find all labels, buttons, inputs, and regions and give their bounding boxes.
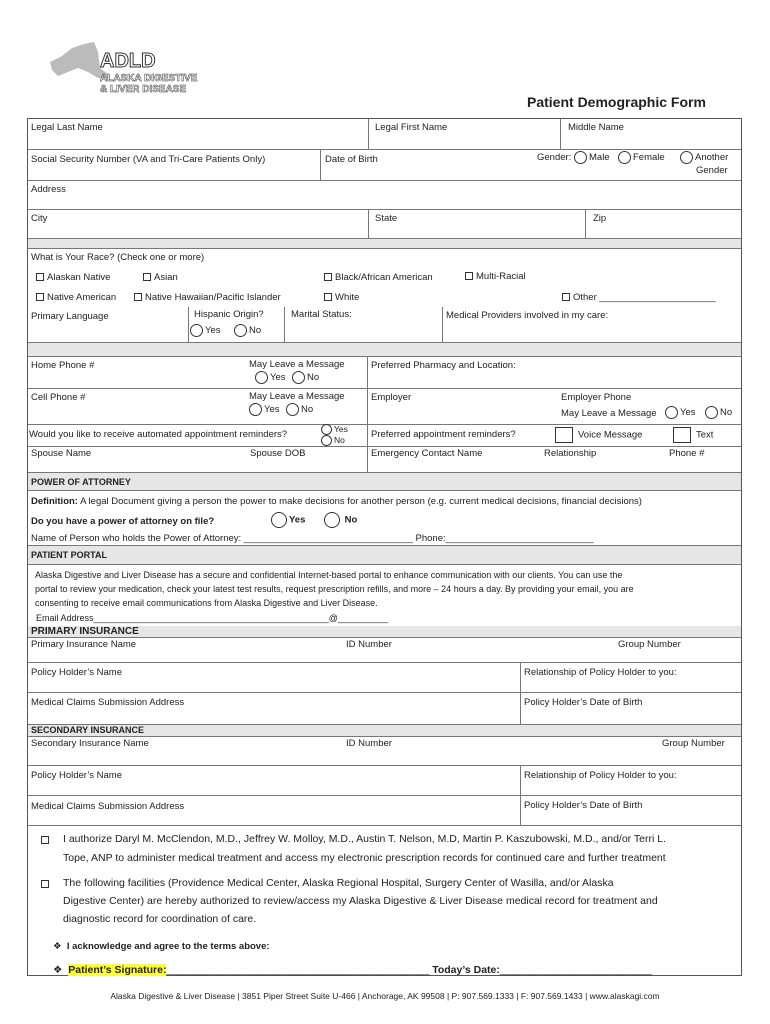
auth1-text-1: I authorize Daryl M. McClendon, M.D., Jeffrey W. Molloy, M.D., Austin T. Nelson, M.D, Martin P. Kaszubowski, M.D., and/or Terri L. (63, 833, 666, 845)
email-field[interactable]: Email Address_______________________________________________@__________ (36, 613, 388, 623)
emergency-phone-field[interactable]: Phone # (669, 448, 705, 459)
gender-male-radio[interactable]: Male (574, 151, 610, 164)
primary-group-field[interactable]: Group Number (618, 639, 681, 650)
logo-abbr: ADLD (100, 50, 156, 72)
voice-message-checkbox[interactable]: Voice Message (555, 427, 642, 443)
poa-header (28, 473, 741, 491)
primary-holder-row (28, 663, 741, 693)
reminder-no-radio[interactable]: No (321, 435, 345, 446)
employer-leave-yes-radio[interactable]: Yes (665, 406, 696, 419)
primary-name-row (28, 638, 741, 663)
employer-field[interactable]: Employer (371, 392, 412, 403)
poa-no-radio[interactable]: No (324, 512, 357, 528)
poa-question: Do you have a power of attorney on file? (31, 516, 215, 527)
secondary-header (28, 725, 741, 737)
gender-female-radio[interactable]: Female (618, 151, 665, 164)
ssn-field[interactable]: Social Security Number (VA and Tri-Care Patients Only) (31, 154, 266, 165)
spouse-name-field[interactable]: Spouse Name (31, 448, 92, 459)
text-checkbox[interactable]: Text (673, 427, 713, 443)
separator (28, 343, 741, 357)
portal-text-3: consenting to receive email communications from Alaska Digestive and Liver Disease. (35, 598, 378, 608)
secondary-claims-field[interactable]: Medical Claims Submission Address (31, 801, 185, 812)
logo-line1: ALASKA DIGESTIVE (100, 73, 198, 84)
secondary-name-row (28, 737, 741, 766)
employer-phone-field[interactable]: Employer Phone (561, 392, 632, 403)
gender-another-label: Gender (696, 165, 728, 176)
legal-first-name-field[interactable]: Legal First Name (375, 122, 448, 133)
auth1-checkbox[interactable] (41, 834, 52, 846)
race-hawaiian-checkbox[interactable]: Native Hawaiian/Pacific Islander (134, 292, 281, 303)
portal-header (28, 546, 741, 565)
zip-field[interactable]: Zip (593, 213, 607, 224)
race-black-checkbox[interactable]: Black/African American (324, 272, 433, 283)
auth2-text-3: diagnostic record for coordination of care. (63, 913, 257, 925)
race-multi-checkbox[interactable]: Multi-Racial (465, 271, 526, 282)
secondary-group-field[interactable]: Group Number (662, 738, 725, 749)
legal-last-name-field[interactable]: Legal Last Name (31, 122, 103, 133)
poa-holder-field[interactable]: Name of Person who holds the Power of Attorney: ________________________________ Phone:____________________________ (31, 533, 594, 544)
poa-yes-radio[interactable]: Yes (271, 512, 305, 528)
secondary-holder-row (28, 766, 741, 796)
acknowledge-text: ❖ I acknowledge and agree to the terms above: (53, 941, 270, 952)
cell-leave-yes-radio[interactable]: Yes (249, 403, 280, 416)
gender-label: Gender: (537, 152, 572, 163)
auth2-text-1: The following facilities (Providence Medical Center, Alaska Regional Hospital, Surgery Center of Wasilla, and/or Alaska (63, 877, 614, 889)
address-field[interactable]: Address (31, 184, 66, 195)
page-title: Patient Demographic Form (527, 94, 706, 110)
portal-text-2: portal to review your medication, check your latest test results, request prescription refills, and more – 24 hours a day. By providing your email, you are (35, 584, 634, 594)
race-white-checkbox[interactable]: White (324, 292, 359, 303)
cell-phone-field[interactable]: Cell Phone # (31, 392, 86, 403)
pharmacy-field[interactable]: Preferred Pharmacy and Location: (371, 360, 516, 371)
secondary-claims-row (28, 796, 741, 826)
home-leave-yes-radio[interactable]: Yes (255, 371, 286, 384)
hispanic-no-radio[interactable]: No (234, 324, 261, 337)
reminder-question: Would you like to receive automated appointment reminders? (29, 429, 288, 440)
primary-claims-row (28, 693, 741, 725)
race-other-checkbox[interactable]: Other ______________________ (562, 292, 716, 303)
spouse-dob-field[interactable]: Spouse DOB (250, 448, 306, 459)
poa-definition: Definition: A legal Document giving a person the power to make decisions for another person (e.g. current medical decisions, financial decisions) (31, 496, 642, 507)
home-leave-no-radio[interactable]: No (292, 371, 319, 384)
primary-header (28, 626, 741, 638)
city-field[interactable]: City (31, 213, 48, 224)
auth1-text-2: Tope, ANP to administer medical treatment and access my electronic prescription records for continued care and further treatment (63, 852, 666, 864)
secondary-holder-name-field[interactable]: Policy Holder’s Name (31, 770, 122, 781)
medical-providers-field[interactable]: Medical Providers involved in my care: (446, 310, 609, 321)
race-native-american-checkbox[interactable]: Native American (36, 292, 116, 303)
race-asian-checkbox[interactable]: Asian (143, 272, 178, 283)
primary-insurance-name-field[interactable]: Primary Insurance Name (31, 639, 137, 650)
separator (28, 239, 741, 249)
primary-relationship-field[interactable]: Relationship of Policy Holder to you: (524, 667, 677, 678)
city-row (28, 210, 741, 239)
auth2-text-2: Digestive Center) are hereby authorized to review/access my Alaska Digestive & Liver Disease medical record for treatment and (63, 895, 658, 907)
hispanic-label: Hispanic Origin? (194, 309, 264, 320)
cell-leave-no-radio[interactable]: No (286, 403, 313, 416)
demographic-form (27, 118, 742, 976)
primary-id-field[interactable]: ID Number (346, 639, 392, 650)
poa-section (28, 491, 741, 546)
poa-title: POWER OF ATTORNEY (31, 477, 131, 487)
primary-holder-dob-field[interactable]: Policy Holder’s Date of Birth (524, 697, 643, 708)
cell-phone-row (28, 389, 741, 425)
race-section (28, 249, 741, 307)
ssn-row (28, 150, 741, 181)
secondary-insurance-title: SECONDARY INSURANCE (31, 725, 145, 735)
hispanic-yes-radio[interactable]: Yes (190, 324, 221, 337)
diamond-bullet-icon: ❖ (53, 941, 62, 952)
spouse-row (28, 447, 741, 473)
preferred-reminder-label: Preferred appointment reminders? (371, 429, 516, 440)
primary-claims-field[interactable]: Medical Claims Submission Address (31, 697, 185, 708)
name-row (28, 119, 741, 150)
dob-field[interactable]: Date of Birth (325, 154, 378, 165)
signature-line[interactable]: ❖ Patient’s Signature:_____________________________________________ Today’s Date:__________________________ (53, 964, 652, 976)
secondary-relationship-field[interactable]: Relationship of Policy Holder to you: (524, 770, 677, 781)
state-field[interactable]: State (375, 213, 398, 224)
middle-name-field[interactable]: Middle Name (568, 122, 624, 133)
race-question: What is Your Race? (Check one or more) (31, 252, 205, 263)
primary-insurance-title: PRIMARY INSURANCE (31, 626, 139, 637)
employer-leave-no-radio[interactable]: No (705, 406, 732, 419)
reminder-row (28, 425, 741, 447)
footer: Alaska Digestive & Liver Disease | 3851 Piper Street Suite U-466 | Anchorage, AK 99508 | P: 907.569.1333 | F: 907.569.1433 | www.alaskagi.com (110, 991, 660, 1001)
address-row (28, 181, 741, 210)
cell-leave-message-label: May Leave a Message (249, 391, 345, 402)
marital-status-field[interactable]: Marital Status: (291, 309, 352, 320)
logo-line2: & LIVER DISEASE (100, 84, 187, 95)
gender-another-radio[interactable]: Another (680, 151, 728, 164)
employer-leave-message-label: May Leave a Message (561, 408, 657, 419)
auth2-checkbox[interactable] (41, 878, 52, 890)
race-alaskan-checkbox[interactable]: Alaskan Native (36, 272, 110, 283)
home-leave-message-label: May Leave a Message (249, 359, 345, 370)
reminder-yes-radio[interactable]: Yes (321, 424, 348, 435)
home-phone-field[interactable]: Home Phone # (31, 360, 95, 371)
emergency-contact-field[interactable]: Emergency Contact Name (371, 448, 483, 459)
home-phone-row (28, 357, 741, 389)
primary-language-field[interactable]: Primary Language (31, 311, 109, 322)
primary-holder-name-field[interactable]: Policy Holder’s Name (31, 667, 122, 678)
diamond-bullet-icon: ❖ (53, 964, 63, 976)
adld-logo (48, 38, 218, 100)
portal-text-1: Alaska Digestive and Liver Disease has a secure and confidential Internet-based portal to enhance communication with our clients. You can use the (35, 570, 623, 580)
secondary-insurance-name-field[interactable]: Secondary Insurance Name (31, 738, 149, 749)
relationship-field[interactable]: Relationship (544, 448, 597, 459)
portal-title: PATIENT PORTAL (31, 550, 107, 560)
secondary-holder-dob-field[interactable]: Policy Holder’s Date of Birth (524, 800, 643, 811)
secondary-id-field[interactable]: ID Number (346, 738, 392, 749)
language-row (28, 307, 741, 343)
portal-section (28, 565, 741, 627)
